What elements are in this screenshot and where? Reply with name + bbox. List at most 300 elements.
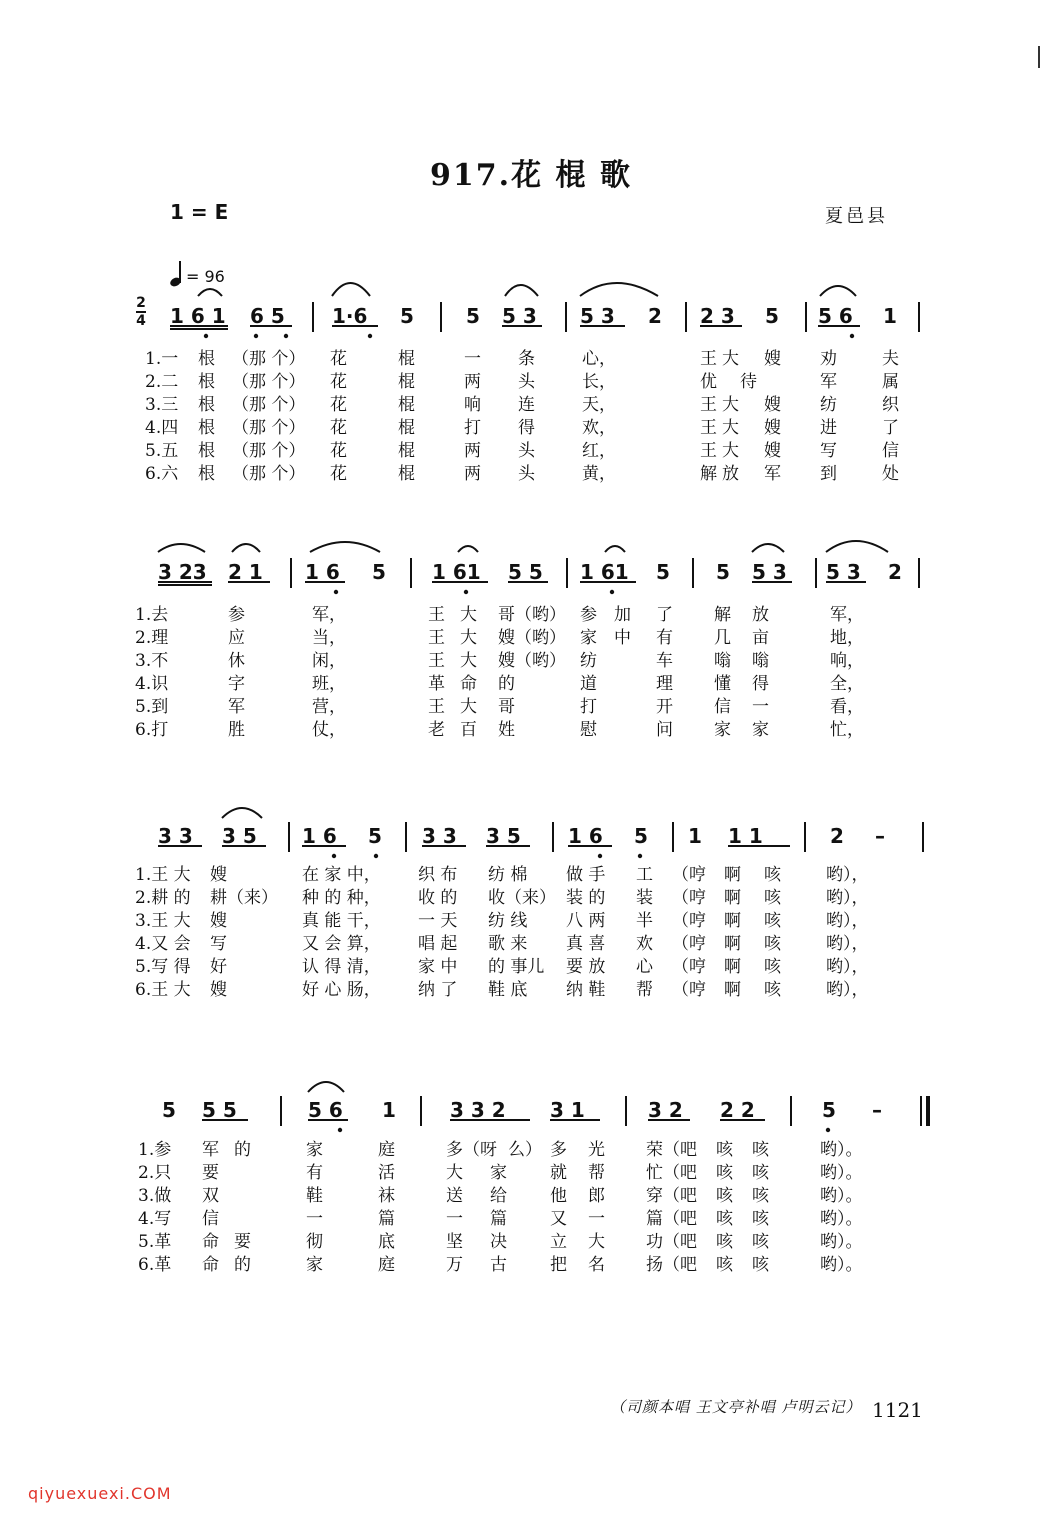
note-group: 5 (656, 560, 670, 584)
lyric: 咳 (764, 980, 781, 1000)
region-label: 夏邑县 (825, 206, 888, 227)
lyric: 纺 (580, 651, 597, 671)
lyric: 歌 来 (488, 934, 528, 954)
lyric: 哟）。 (820, 1140, 863, 1160)
lyric: 欢， (582, 418, 616, 438)
note-group: 1 6 (568, 824, 603, 848)
lyric: 真 喜 (566, 934, 606, 954)
lyric: 应 (228, 628, 245, 648)
final-barline-thin (920, 1096, 922, 1126)
lyric: 闲， (312, 651, 346, 671)
lyric: 哟）， (826, 888, 869, 908)
lyric: 咳 (764, 911, 781, 931)
lyric: 4.识 (135, 674, 169, 694)
lyric: 头 (518, 464, 535, 484)
barline (672, 822, 674, 852)
lyric: 庭 (378, 1140, 395, 1160)
lyric: 有 (656, 628, 673, 648)
barline (922, 822, 924, 852)
lyric: 帮 (636, 980, 653, 1000)
lyric: 忙（吧 (646, 1163, 697, 1183)
lyric: 2.二 (145, 372, 179, 392)
lyric: 棍 (398, 441, 415, 461)
lyric: 咳 (764, 865, 781, 885)
note-group: 5 3 (752, 560, 787, 584)
lyric: 家 (752, 720, 769, 740)
slur (458, 546, 478, 552)
lyric: 坚 (446, 1232, 463, 1252)
lyric: 把 (550, 1255, 567, 1275)
lyric: 要 (234, 1232, 251, 1252)
lyric: 1.参 (138, 1140, 172, 1160)
barline (566, 558, 568, 588)
lyric: 王 (428, 651, 445, 671)
lyric: 地， (830, 628, 864, 648)
lyric: 耕（来） (210, 888, 278, 908)
lyric: 嫂 (764, 349, 781, 369)
barline (918, 558, 920, 588)
slur (820, 286, 856, 296)
lyric: 两 (464, 372, 481, 392)
lyric: 当， (312, 628, 346, 648)
lyric: 道 (580, 674, 597, 694)
lyric: 穿（吧 (646, 1186, 697, 1206)
lyric: （那 个） (232, 418, 306, 438)
note-group: 5 5 (202, 1098, 237, 1122)
lyric: 打 (464, 418, 481, 438)
lyric: 纺 棉 (488, 865, 528, 885)
credit-line: （司颜本唱 王文亭补唱 卢明云记） (610, 1398, 862, 1416)
lyric: 根 (198, 372, 215, 392)
lyric-line-3-3 (0, 906, 1062, 931)
note-group: 2 3 (700, 304, 735, 328)
note-group: 2 2 (720, 1098, 755, 1122)
lyric: 条 (518, 349, 535, 369)
lyric: 命 (202, 1255, 219, 1275)
lyric: 唱 起 (418, 934, 458, 954)
lyric: 6.六 (145, 464, 179, 484)
lyric: 信 (202, 1209, 219, 1229)
lyric: 3.做 (138, 1186, 172, 1206)
lyric: 黄， (582, 464, 616, 484)
note-group: 1 (883, 304, 897, 328)
lyric: 种 的 种， (302, 888, 381, 908)
lyric: 装 的 (566, 888, 606, 908)
note-group: 1 (688, 824, 702, 848)
lyric: 写 (820, 441, 837, 461)
lyric: 棍 (398, 395, 415, 415)
slur (505, 285, 538, 296)
lyric: 连 (518, 395, 535, 415)
lyric: 2.耕 的 (135, 888, 191, 908)
lyric: 哟）。 (820, 1186, 863, 1206)
lyric: 咳 (716, 1232, 733, 1252)
lyric: 多（呀 (446, 1140, 497, 1160)
lyric: 咳 (752, 1209, 769, 1229)
lyric: 鞋 底 (488, 980, 528, 1000)
note-group: 5 (466, 304, 480, 328)
note-group: 5 3 (502, 304, 537, 328)
note-group: 5 (634, 824, 648, 848)
note-group: – (872, 1098, 882, 1122)
lyric: 嫂 (764, 395, 781, 415)
slur (580, 283, 658, 296)
lyric: 信 (714, 697, 731, 717)
lyric: 全， (830, 674, 864, 694)
lyric: 军， (830, 605, 864, 625)
note-group: 1 61 (580, 560, 629, 584)
lyric: 庭 (378, 1255, 395, 1275)
tempo-marking (170, 262, 225, 286)
lyric: 活 (378, 1163, 395, 1183)
lyric: 5.五 (145, 441, 179, 461)
barline (280, 1096, 282, 1126)
barline (815, 558, 817, 588)
lyric-line-2-5 (0, 692, 1062, 717)
barline (290, 558, 292, 588)
lyric: 参 (580, 605, 597, 625)
lyric-line-2-2 (0, 623, 1062, 648)
lyric-line-3-1 (0, 860, 1062, 885)
lyric: 待 (740, 372, 757, 392)
staff-row-3 (0, 820, 1062, 860)
lyric: 心， (582, 349, 616, 369)
lyric: 优 (700, 372, 717, 392)
lyric: 功（吧 (646, 1232, 697, 1252)
lyric-line-2-1 (0, 600, 1062, 625)
lyric: 大 (722, 395, 739, 415)
lyric: 织 布 (418, 865, 458, 885)
barline (288, 822, 290, 852)
lyric: 咳 (716, 1255, 733, 1275)
barline (420, 1096, 422, 1126)
lyric: 王 (428, 628, 445, 648)
lyric: 立 (550, 1232, 567, 1252)
lyric: 棍 (398, 418, 415, 438)
lyric: （那 个） (232, 372, 306, 392)
lyric: 花 (330, 418, 347, 438)
lyric: 咳 (764, 957, 781, 977)
lyric: 家 (580, 628, 597, 648)
lyric-line-1-3 (0, 390, 1062, 415)
lyric: 工 (636, 865, 653, 885)
lyric: 在 家 中， (302, 865, 381, 885)
lyric: 响， (830, 651, 864, 671)
lyric: 有 (306, 1163, 323, 1183)
lyric-line-1-6 (0, 459, 1062, 484)
lyric: 参 (228, 605, 245, 625)
lyric: 百 (460, 720, 477, 740)
lyric: 认 得 清， (302, 957, 381, 977)
note-group: 3 3 (158, 824, 193, 848)
lyric: 字 (228, 674, 245, 694)
lyric: 嗡 (752, 651, 769, 671)
lyric: 做 手 (566, 865, 606, 885)
note-group: 5 (716, 560, 730, 584)
site-watermark: qiyuexuexi.COM (28, 1484, 172, 1503)
lyric-line-4-1 (0, 1135, 1062, 1160)
lyric: 荣（吧 (646, 1140, 697, 1160)
lyric: 嫂 (210, 980, 227, 1000)
lyric: 放 (722, 464, 739, 484)
lyric-line-2-3 (0, 646, 1062, 671)
lyric: 咳 (716, 1140, 733, 1160)
lyric: （哼 (672, 934, 706, 954)
lyric: 袜 (378, 1186, 395, 1206)
lyric: 织 (882, 395, 899, 415)
lyric: 一 (752, 697, 769, 717)
lyric: 到 (820, 464, 837, 484)
lyric: 红， (582, 441, 616, 461)
lyric: 夫 (882, 349, 899, 369)
note-group: 5 (372, 560, 386, 584)
lyric: 好 心 肠， (302, 980, 381, 1000)
note-group: 1 1 (728, 824, 763, 848)
note-group: – (875, 824, 885, 848)
lyric: 咳 (716, 1209, 733, 1229)
lyric-line-3-6 (0, 975, 1062, 1000)
song-title: 917.花 棍 歌 (430, 158, 632, 193)
lyric: 营， (312, 697, 346, 717)
lyric: （那 个） (232, 395, 306, 415)
lyric: 大 (460, 628, 477, 648)
lyric: 扬（吧 (646, 1255, 697, 1275)
slur (158, 544, 205, 552)
lyric: 根 (198, 418, 215, 438)
barline (405, 822, 407, 852)
lyric: 嫂 (210, 911, 227, 931)
barline (440, 302, 442, 332)
lyric-line-3-4 (0, 929, 1062, 954)
lyric: 解 (700, 464, 717, 484)
staff-row-2 (0, 556, 1062, 596)
lyric-line-2-4 (0, 669, 1062, 694)
lyric: 装 (636, 888, 653, 908)
lyric-line-4-2 (0, 1158, 1062, 1183)
note-group: 5 6 (818, 304, 853, 328)
lyric: 花 (330, 441, 347, 461)
key-signature: 1 = E (170, 200, 229, 224)
note-group: 1·6 (332, 304, 368, 328)
lyric: 车 (656, 651, 673, 671)
lyric: 啊 (724, 865, 741, 885)
lyric: 哟）。 (820, 1209, 863, 1229)
lyric: 咳 (752, 1140, 769, 1160)
note-group: 3 2 (648, 1098, 683, 1122)
lyric-line-3-5 (0, 952, 1062, 977)
lyric: 花 (330, 395, 347, 415)
lyric: 问 (656, 720, 673, 740)
lyric: 纳 鞋 (566, 980, 606, 1000)
lyric: 老 (428, 720, 445, 740)
lyric: 咳 (764, 934, 781, 954)
lyric-line-4-5 (0, 1227, 1062, 1252)
note-group: 3 23 (158, 560, 207, 584)
slur (332, 283, 370, 296)
lyric: 决 (490, 1232, 507, 1252)
lyric: 的 事儿 (488, 957, 545, 977)
lyric: 光 (588, 1140, 605, 1160)
lyric: 了 (882, 418, 899, 438)
lyric: 大 (460, 697, 477, 717)
slur (605, 546, 625, 552)
slur (310, 542, 380, 552)
lyric: 6.王 大 (135, 980, 191, 1000)
note-group: 1 6 1 (170, 304, 226, 328)
barline (312, 302, 314, 332)
lyric: （哼 (672, 957, 706, 977)
note-group: 5 (400, 304, 414, 328)
lyric: 命 (202, 1232, 219, 1252)
lyric: 半 (636, 911, 653, 931)
lyric: 两 (464, 441, 481, 461)
lyric: 大 (722, 349, 739, 369)
time-signature-top: 2 (136, 295, 146, 311)
lyric: 开 (656, 697, 673, 717)
note-group: 3 5 (222, 824, 257, 848)
lyric: 4.又 会 (135, 934, 191, 954)
lyric: 家 (306, 1255, 323, 1275)
lyric: 王 (428, 697, 445, 717)
lyric: 家 中 (418, 957, 458, 977)
lyric: 3.不 (135, 651, 169, 671)
lyric: 彻 (306, 1232, 323, 1252)
lyric: （哼 (672, 888, 706, 908)
lyric-line-4-3 (0, 1181, 1062, 1206)
note-group: 2 1 (228, 560, 263, 584)
lyric: 篇 (378, 1209, 395, 1229)
note-group: 5 (368, 824, 382, 848)
lyric: 大 (446, 1163, 463, 1183)
note-group: 2 (648, 304, 662, 328)
lyric-line-4-6 (0, 1250, 1062, 1275)
lyric: 几 (714, 628, 731, 648)
lyric: 王 (428, 605, 445, 625)
lyric: 王 (700, 441, 717, 461)
lyric: 给 (490, 1186, 507, 1206)
lyric: （那 个） (232, 441, 306, 461)
note-group: 1 6 (302, 824, 337, 848)
lyric: 嫂 (210, 865, 227, 885)
lyric: （哼 (672, 911, 706, 931)
lyric: 王 (700, 349, 717, 369)
lyric: 命 (460, 674, 477, 694)
lyric: 咳 (716, 1163, 733, 1183)
lyric: 哟）， (826, 957, 869, 977)
lyric: 家 (306, 1140, 323, 1160)
lyric-line-3-2 (0, 883, 1062, 908)
quarter-note-icon (170, 262, 180, 286)
lyric: 底 (378, 1232, 395, 1252)
note-group: 5 5 (508, 560, 543, 584)
slur (198, 289, 222, 296)
lyric: 解 (714, 605, 731, 625)
lyric: 又 (550, 1209, 567, 1229)
lyric: 看， (830, 697, 864, 717)
lyric: 哟）。 (820, 1232, 863, 1252)
note-group: 2 (830, 824, 844, 848)
lyric: 劝 (820, 349, 837, 369)
lyric: 哥 (498, 697, 515, 717)
lyric: 大 (588, 1232, 605, 1252)
lyric: 郎 (588, 1186, 605, 1206)
lyric: 好 (210, 957, 227, 977)
slur (308, 1082, 344, 1092)
lyric: 啊 (724, 980, 741, 1000)
slur (826, 541, 888, 552)
lyric: 篇（吧 (646, 1209, 697, 1229)
lyric: 姓 (498, 720, 515, 740)
lyric: （那 个） (232, 464, 306, 484)
lyric: 嫂 (764, 418, 781, 438)
final-barline (926, 1096, 930, 1126)
lyric-line-1-2 (0, 367, 1062, 392)
lyric: 仗， (312, 720, 346, 740)
lyric: 帮 (588, 1163, 605, 1183)
corner-mark (1038, 46, 1040, 68)
lyric: 鞋 (306, 1186, 323, 1206)
lyric: 天， (582, 395, 616, 415)
lyric: 根 (198, 464, 215, 484)
lyric: 根 (198, 395, 215, 415)
lyric: 纺 (820, 395, 837, 415)
lyric: 收（来） (488, 888, 556, 908)
slur (232, 544, 260, 552)
barline (790, 1096, 792, 1126)
note-group: 5 6 (308, 1098, 343, 1122)
barline (410, 558, 412, 588)
lyric: 长， (582, 372, 616, 392)
lyric: 心 (636, 957, 653, 977)
lyric: 又 会 算， (302, 934, 381, 954)
lyric: 响 (464, 395, 481, 415)
lyric: 1.一 (145, 349, 179, 369)
lyric: 3.王 大 (135, 911, 191, 931)
lyric: 咳 (752, 1186, 769, 1206)
lyric: 6.打 (135, 720, 169, 740)
lyric: 休 (228, 651, 245, 671)
note-group: 5 (162, 1098, 176, 1122)
lyric: 头 (518, 372, 535, 392)
note-group: 6 5 (250, 304, 285, 328)
lyric: 中 (614, 628, 631, 648)
lyric: 啊 (724, 888, 741, 908)
lyric: 写 (210, 934, 227, 954)
lyric: （那 个） (232, 349, 306, 369)
barline (552, 822, 554, 852)
lyric: 一 (306, 1209, 323, 1229)
lyric: 一 (588, 1209, 605, 1229)
lyric: 了 (656, 605, 673, 625)
lyric: 5.写 得 (135, 957, 191, 977)
lyric: 哥（哟） (498, 605, 566, 625)
lyric: 的 (498, 674, 515, 694)
lyric-line-4-4 (0, 1204, 1062, 1229)
lyric: 1.去 (135, 605, 169, 625)
note-group: 1 (382, 1098, 396, 1122)
lyric: 送 (446, 1186, 463, 1206)
lyric: 的 (234, 1255, 251, 1275)
lyric: 哟）， (826, 911, 869, 931)
lyric: 根 (198, 349, 215, 369)
lyric-line-1-4 (0, 413, 1062, 438)
lyric: 胜 (228, 720, 245, 740)
lyric: 班， (312, 674, 346, 694)
lyric: 嫂 (764, 441, 781, 461)
lyric: 大 (460, 651, 477, 671)
lyric: 多 (550, 1140, 567, 1160)
lyric: 啊 (724, 957, 741, 977)
